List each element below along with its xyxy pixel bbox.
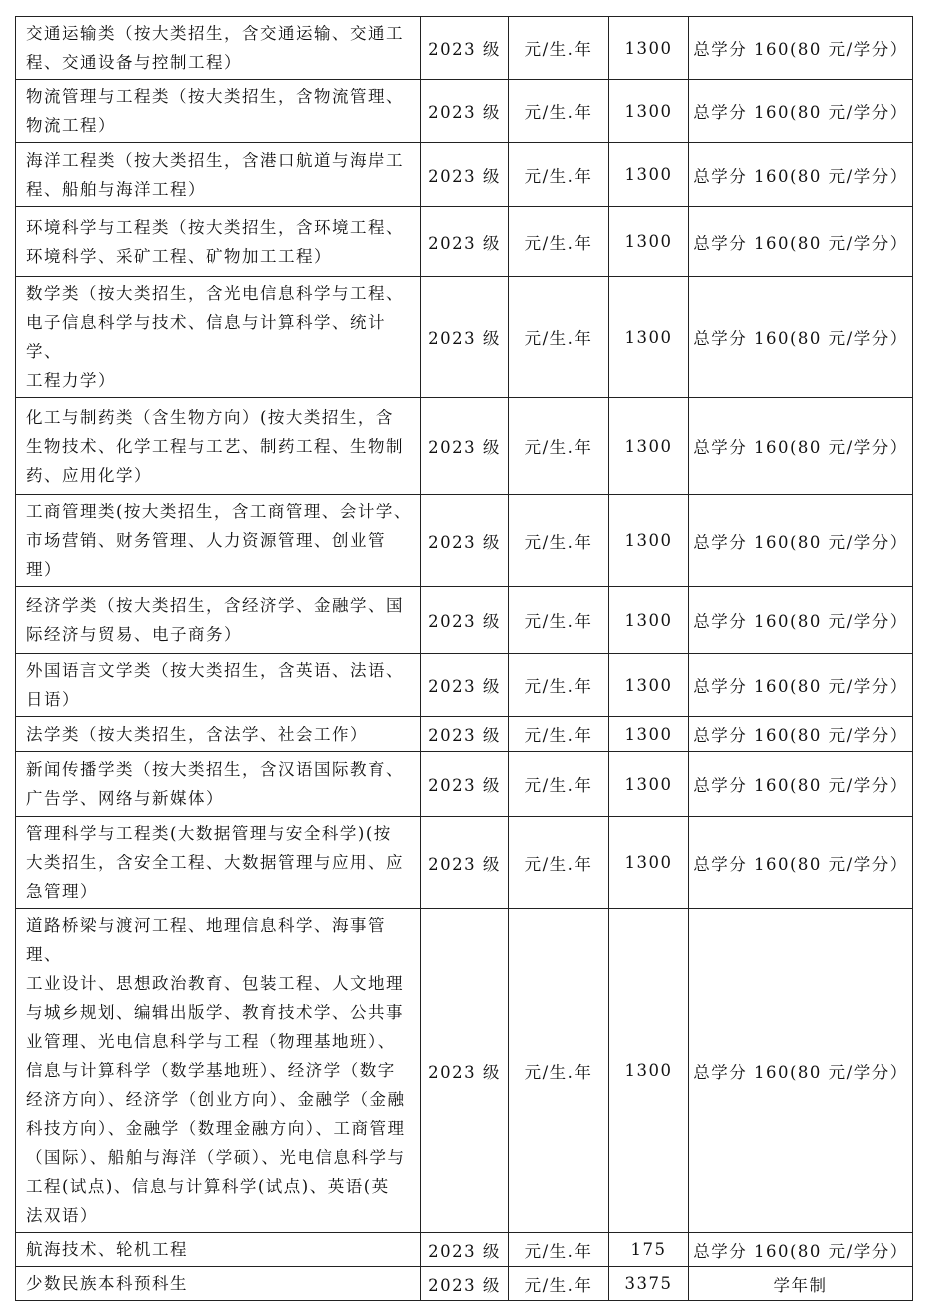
credit-cell: 总学分 160(80 元/学分）	[689, 909, 913, 1233]
grade-cell: 2023 级	[421, 717, 509, 752]
major-cell: 物流管理与工程类（按大类招生，含物流管理、 物流工程）	[16, 80, 421, 143]
major-cell: 法学类（按大类招生，含法学、社会工作）	[16, 717, 421, 752]
unit-cell: 元/生.年	[509, 1233, 609, 1267]
grade-cell: 2023 级	[421, 1267, 509, 1301]
table-row	[16, 654, 913, 717]
grade-cell: 2023 级	[421, 277, 509, 398]
table-row	[16, 909, 913, 1233]
fee-cell: 175	[609, 1233, 689, 1267]
credit-cell: 总学分 160(80 元/学分）	[689, 495, 913, 587]
major-cell: 道路桥梁与渡河工程、地理信息科学、海事管理、 工业设计、思想政治教育、包装工程、人文地理 与城乡规划、编辑出版学、教育技术学、公共事 业管理、光电信息科学与工程（物理基地班）、 信息与计算科学（数学基地班）、经济学（数字 经济方向）、经济学（创业方向）、金融学（金融 科技方向）、金融学（数理金融方向）、工商管理 （国际）、船舶与海洋（学硕）、光电信息科学与 工程(试点)、信息与计算科学(试点)、英语(英 法双语）	[16, 909, 421, 1233]
grade-cell: 2023 级	[421, 654, 509, 717]
major-cell: 环境科学与工程类（按大类招生，含环境工程、 环境科学、采矿工程、矿物加工工程）	[16, 207, 421, 277]
fee-cell: 1300	[609, 495, 689, 587]
unit-cell: 元/生.年	[509, 495, 609, 587]
unit-cell: 元/生.年	[509, 654, 609, 717]
credit-cell: 学年制	[689, 1267, 913, 1301]
major-cell: 航海技术、轮机工程	[16, 1233, 421, 1267]
fee-cell: 1300	[609, 909, 689, 1233]
tuition-table	[15, 16, 913, 1301]
major-cell: 经济学类（按大类招生，含经济学、金融学、国 际经济与贸易、电子商务）	[16, 587, 421, 654]
table-row	[16, 717, 913, 752]
major-cell: 化工与制药类（含生物方向）(按大类招生，含 生物技术、化学工程与工艺、制药工程、生物制 药、应用化学）	[16, 398, 421, 495]
major-cell: 工商管理类(按大类招生，含工商管理、会计学、 市场营销、财务管理、人力资源管理、创业管理）	[16, 495, 421, 587]
credit-cell: 总学分 160(80 元/学分）	[689, 80, 913, 143]
unit-cell: 元/生.年	[509, 207, 609, 277]
table-row	[16, 398, 913, 495]
fee-cell: 1300	[609, 752, 689, 817]
grade-cell: 2023 级	[421, 207, 509, 277]
unit-cell: 元/生.年	[509, 17, 609, 80]
grade-cell: 2023 级	[421, 587, 509, 654]
table-row	[16, 752, 913, 817]
grade-cell: 2023 级	[421, 17, 509, 80]
table-row	[16, 587, 913, 654]
credit-cell: 总学分 160(80 元/学分）	[689, 654, 913, 717]
major-cell: 新闻传播学类（按大类招生，含汉语国际教育、 广告学、网络与新媒体）	[16, 752, 421, 817]
credit-cell: 总学分 160(80 元/学分）	[689, 398, 913, 495]
unit-cell: 元/生.年	[509, 1267, 609, 1301]
major-cell: 管理科学与工程类(大数据管理与安全科学)(按 大类招生，含安全工程、大数据管理与应用、应 急管理）	[16, 817, 421, 909]
unit-cell: 元/生.年	[509, 398, 609, 495]
table-row	[16, 207, 913, 277]
unit-cell: 元/生.年	[509, 817, 609, 909]
unit-cell: 元/生.年	[509, 277, 609, 398]
major-cell: 交通运输类（按大类招生，含交通运输、交通工 程、交通设备与控制工程）	[16, 17, 421, 80]
grade-cell: 2023 级	[421, 752, 509, 817]
credit-cell: 总学分 160(80 元/学分）	[689, 1233, 913, 1267]
major-cell: 海洋工程类（按大类招生，含港口航道与海岸工 程、船舶与海洋工程）	[16, 143, 421, 207]
major-cell: 少数民族本科预科生	[16, 1267, 421, 1301]
unit-cell: 元/生.年	[509, 909, 609, 1233]
table-row	[16, 495, 913, 587]
fee-cell: 1300	[609, 398, 689, 495]
grade-cell: 2023 级	[421, 398, 509, 495]
fee-cell: 1300	[609, 654, 689, 717]
credit-cell: 总学分 160(80 元/学分）	[689, 752, 913, 817]
grade-cell: 2023 级	[421, 817, 509, 909]
fee-cell: 1300	[609, 277, 689, 398]
unit-cell: 元/生.年	[509, 752, 609, 817]
credit-cell: 总学分 160(80 元/学分）	[689, 717, 913, 752]
fee-cell: 1300	[609, 717, 689, 752]
unit-cell: 元/生.年	[509, 587, 609, 654]
unit-cell: 元/生.年	[509, 717, 609, 752]
fee-cell: 3375	[609, 1267, 689, 1301]
credit-cell: 总学分 160(80 元/学分）	[689, 587, 913, 654]
major-cell: 外国语言文学类（按大类招生，含英语、法语、 日语）	[16, 654, 421, 717]
grade-cell: 2023 级	[421, 1233, 509, 1267]
table-row	[16, 17, 913, 80]
fee-cell: 1300	[609, 587, 689, 654]
fee-cell: 1300	[609, 207, 689, 277]
unit-cell: 元/生.年	[509, 143, 609, 207]
major-cell: 数学类（按大类招生，含光电信息科学与工程、 电子信息科学与技术、信息与计算科学、统计学、 工程力学）	[16, 277, 421, 398]
grade-cell: 2023 级	[421, 909, 509, 1233]
credit-cell: 总学分 160(80 元/学分）	[689, 277, 913, 398]
table-row	[16, 143, 913, 207]
table-row	[16, 1267, 913, 1301]
credit-cell: 总学分 160(80 元/学分）	[689, 143, 913, 207]
fee-cell: 1300	[609, 80, 689, 143]
tuition-table-body	[16, 17, 913, 1301]
table-row	[16, 277, 913, 398]
grade-cell: 2023 级	[421, 495, 509, 587]
grade-cell: 2023 级	[421, 143, 509, 207]
credit-cell: 总学分 160(80 元/学分）	[689, 207, 913, 277]
fee-cell: 1300	[609, 17, 689, 80]
table-row	[16, 1233, 913, 1267]
fee-cell: 1300	[609, 143, 689, 207]
credit-cell: 总学分 160(80 元/学分）	[689, 817, 913, 909]
credit-cell: 总学分 160(80 元/学分）	[689, 17, 913, 80]
grade-cell: 2023 级	[421, 80, 509, 143]
table-row	[16, 817, 913, 909]
unit-cell: 元/生.年	[509, 80, 609, 143]
fee-cell: 1300	[609, 817, 689, 909]
table-row	[16, 80, 913, 143]
